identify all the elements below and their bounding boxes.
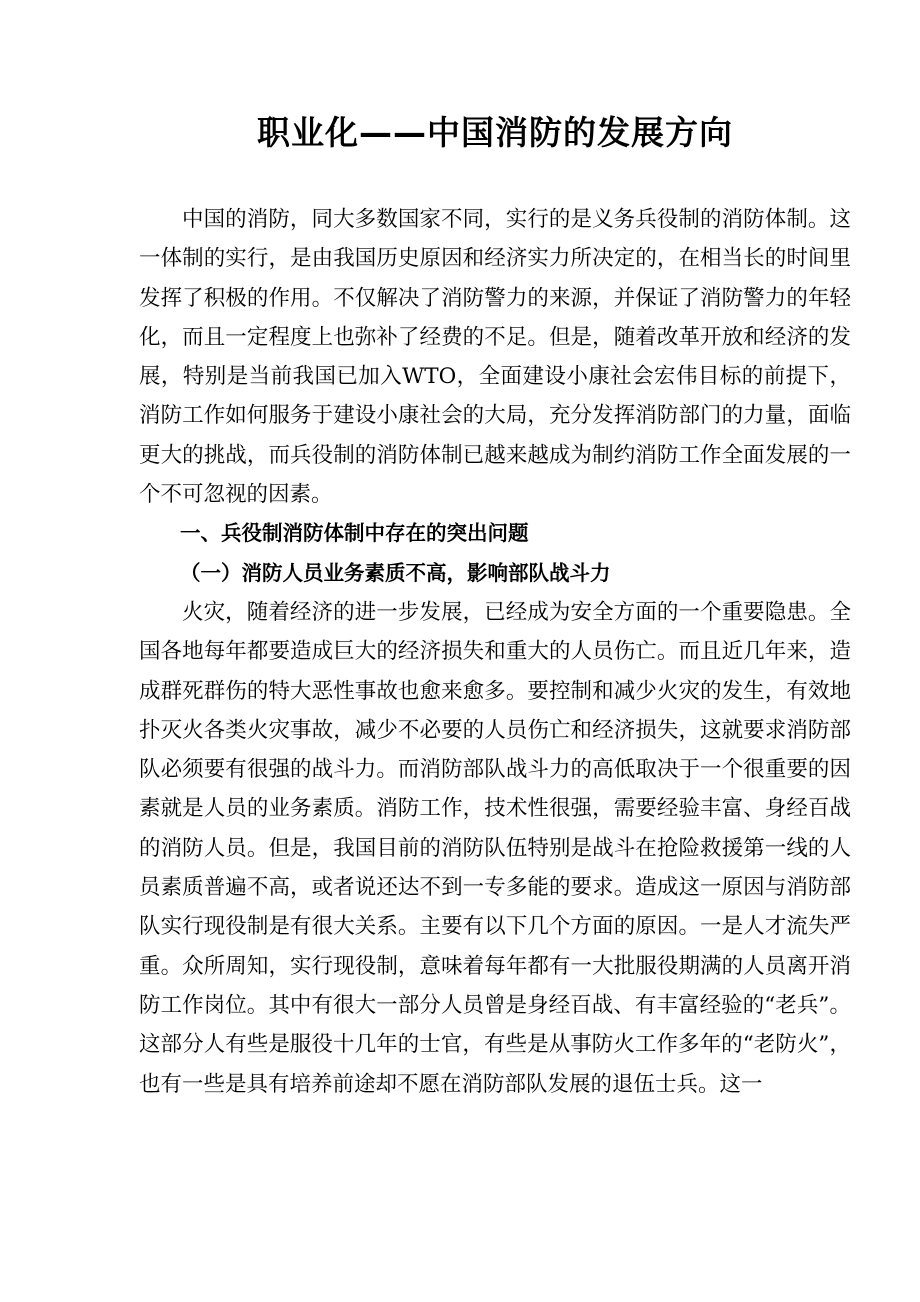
subsection-heading: （一）消防人员业务素质不高，影响部队战斗力 xyxy=(180,560,611,585)
paragraph-intro: 中国的消防，同大多数国家不同，实行的是义务兵役制的消防体制。这一体制的实行，是由我国历史原因和经济实力所决定的，在相当长的时间里发挥了积极的作用。不仅解决了消防警力的来源，并保证了消防警力的年轻化，而且一定程度上也弥补了经费的不足。但是，随着改革开放和经济的发展，特别是当前我国已加入WTO，全面建设小康社会宏伟目标的前提下，消防工作如何服务于建设小康社会的大局，充分发挥消防部门的力量，面临更大的挑战，而兵役制的消防体制已越来越成为制约消防工作全面发展的一个不可忽视的因素。 xyxy=(139,207,851,508)
paragraph-body: 火灾，随着经济的进一步发展，已经成为安全方面的一个重要隐患。全国各地每年都要造成巨大的经济损失和重大的人员伤亡。而且近几年来，造成群死群伤的特大恶性事故也愈来愈多。要控制和减少火灾的发生，有效地扑灭火各类火灾事故，减少不必要的人员伤亡和经济损失，这就要求消防部队必须要有很强的战斗力。而消防部队战斗力的高低取决于一个很重要的因素就是人员的业务素质。消防工作，技术性很强，需要经验丰富、身经百战的消防人员。但是，我国目前的消防队伍特别是战斗在抢险救援第一线的人员素质普遍不高，或者说还达不到一专多能的要求。造成这一原因与消防部队实行现役制是有很大关系。主要有以下几个方面的原因。一是人才流失严重。众所周知，实行现役制，意味着每年都有一大批服役期满的人员离开消防工作岗位。其中有很大一部分人员曾是身经百战、有丰富经验的“老兵”。这部分人有些是服役十几年的士官，有些是从事防火工作多年的“老防火”，也有一些是具有培养前途却不愿在消防部队发展的退伍士兵。这一 xyxy=(139,599,851,1097)
document-title: 职业化——中国消防的发展方向 xyxy=(257,113,733,152)
document-body xyxy=(139,200,851,1104)
section-heading: 一、兵役制消防体制中存在的突出问题 xyxy=(180,521,529,546)
